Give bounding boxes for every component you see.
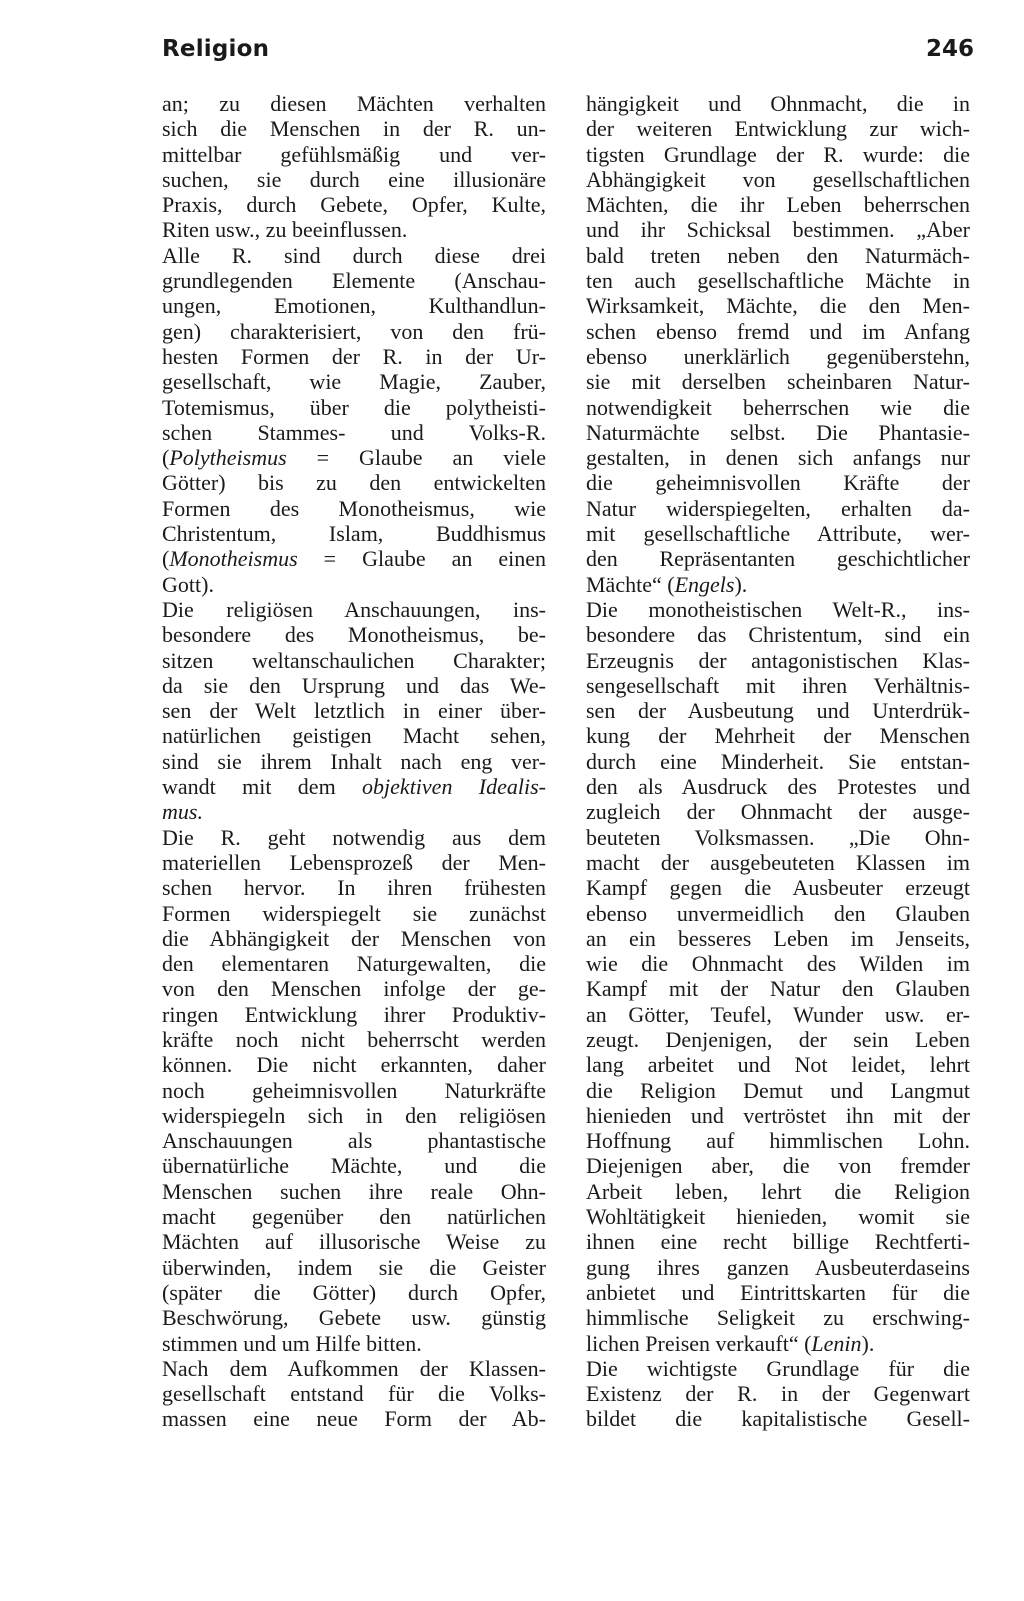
text-line: Die religiösen Anschauungen, ins- (162, 596, 546, 622)
text-line: Formen des Monotheismus, wie (162, 495, 546, 521)
text-line: Riten usw., zu beeinflussen. (162, 217, 408, 243)
text-line: natürlichen geistigen Macht sehen, (162, 723, 546, 749)
text-line (162, 799, 546, 824)
text-line: bald treten neben den Naturmäch- (586, 242, 970, 268)
text-line: grundlegenden Elemente (Anschau- (162, 268, 546, 294)
text-line: Anschauungen als phantastische (162, 1128, 546, 1154)
text-line: Menschen suchen ihre reale Ohn- (162, 1178, 546, 1204)
text-line: hängigkeit und Ohnmacht, die in (586, 91, 970, 116)
text-line: sengesellschaft mit ihren Verhältnis- (586, 672, 970, 698)
text-line: materiellen Lebensprozeß der Men- (162, 849, 546, 875)
text-line: kräfte noch nicht beherrscht werden (162, 1026, 546, 1052)
text-line: (später die Götter) durch Opfer, (162, 1279, 546, 1305)
text-line: Die R. geht notwendig aus dem (162, 824, 546, 850)
text-line: notwendigkeit beherrschen wie die (586, 394, 970, 420)
text-line: hienieden und vertröstet ihn mit der (586, 1102, 970, 1128)
text-line: Abhängigkeit von gesellschaftlichen (586, 166, 970, 192)
text-line: sen der Ausbeutung und Unterdrük- (586, 698, 970, 724)
text-line: Wohltätigkeit hienieden, womit sie (586, 1204, 970, 1230)
text-line: beuteten Volksmassen. „Die Ohn- (586, 824, 970, 850)
text-line: Die monotheistischen Welt-R., ins- (586, 596, 970, 622)
text-line: lichen Preisen verkauft“ (Lenin). (586, 1330, 875, 1356)
text-line: sich die Menschen in der R. un- (162, 116, 546, 142)
italic-term: Monotheismus (169, 546, 298, 572)
text-line: schen Stammes- und Volks-R. (162, 419, 546, 445)
text-line: bildet die kapitalistische Gesell- (586, 1406, 970, 1432)
italic-term: Polytheismus (169, 445, 287, 471)
text-line: zugleich der Ohnmacht der ausge- (586, 799, 970, 825)
text-line: den elementaren Naturgewalten, die (162, 951, 546, 977)
text-line: ten auch gesellschaftliche Mächte in (586, 268, 970, 294)
text-line: stimmen und um Hilfe bitten. (162, 1330, 422, 1356)
text-line: die Religion Demut und Langmut (586, 1077, 970, 1103)
text-line: sind sie ihrem Inhalt nach eng ver- (162, 748, 546, 774)
text-line: Die wichtigste Grundlage für die (586, 1355, 970, 1381)
text-line: schen ebenso fremd und im Anfang (586, 318, 970, 344)
text-line: noch geheimnisvollen Naturkräfte (162, 1077, 546, 1103)
text-line: überwinden, indem sie die Geister (162, 1254, 546, 1280)
text-line: die geheimnisvollen Kräfte der (586, 470, 970, 496)
text-line: wandt mit dem objektiven Idealis- (162, 774, 546, 800)
text-line: Kampf gegen die Ausbeuter erzeugt (586, 875, 970, 901)
text-line: ringen Entwicklung ihrer Produktiv- (162, 1001, 546, 1027)
text-line: wie die Ohnmacht des Wilden im (586, 951, 970, 977)
text-line: an; zu diesen Mächten verhalten (162, 91, 546, 116)
text-line: durch eine Minderheit. Sie entstan- (586, 748, 970, 774)
text-line: Diejenigen aber, die von fremder (586, 1153, 970, 1179)
text-line: kung der Mehrheit der Menschen (586, 723, 970, 749)
text-line: zeugt. Denjenigen, der sein Leben (586, 1026, 970, 1052)
text-line: (Monotheismus = Glaube an einen (162, 546, 546, 572)
text-line: massen eine neue Form der Ab- (162, 1406, 546, 1432)
text-line: ebenso unvermeidlich den Glauben (586, 900, 970, 926)
text-line: mit gesellschaftliche Attribute, wer- (586, 521, 970, 547)
text-line: hesten Formen der R. in der Ur- (162, 343, 546, 369)
text-line: gesellschaft entstand für die Volks- (162, 1381, 546, 1407)
text-line: an Götter, Teufel, Wunder usw. er- (586, 1001, 970, 1027)
text-line: übernatürliche Mächte, und die (162, 1153, 546, 1179)
text-line: Mächte“ (Engels). (586, 571, 748, 597)
text-line: sie mit derselben scheinbaren Natur- (586, 369, 970, 395)
text-line: an ein besseres Leben im Jenseits, (586, 925, 970, 951)
text-line: mittelbar gefühlsmäßig und ver- (162, 141, 546, 167)
text-line: Praxis, durch Gebete, Opfer, Kulte, (162, 192, 546, 218)
italic-term: Lenin (811, 1330, 862, 1356)
text-line: sen der Welt letztlich in einer über- (162, 698, 546, 724)
text-line: Erzeugnis der antagonistischen Klas- (586, 647, 970, 673)
text-line: sitzen weltanschaulichen Charakter; (162, 647, 546, 673)
text-line: suchen, sie durch eine illusionäre (162, 166, 546, 192)
right-column (586, 91, 970, 1432)
italic-term: Engels (674, 571, 735, 597)
text-line: Mächten, die ihr Leben beherrschen (586, 192, 970, 218)
text-line: Formen widerspiegelt sie zunächst (162, 900, 546, 926)
text-line: macht gegenüber den natürlichen (162, 1204, 546, 1230)
text-line: Hoffnung auf himmlischen Lohn. (586, 1128, 970, 1154)
text-line: macht der ausgebeuteten Klassen im (586, 849, 970, 875)
text-line: von den Menschen infolge der ge- (162, 976, 546, 1002)
text-line: da sie den Ursprung und das We- (162, 672, 546, 698)
running-title: Religion (162, 36, 270, 62)
text-line: der weiteren Entwicklung zur wich- (586, 116, 970, 142)
text-line: den als Ausdruck des Protestes und (586, 774, 970, 800)
text-line: ungen, Emotionen, Kulthandlun- (162, 293, 546, 319)
text-line: besondere des Monotheismus, be- (162, 622, 546, 648)
text-line: Christentum, Islam, Buddhismus (162, 521, 546, 547)
text-line: Wirksamkeit, Mächte, die den Men- (586, 293, 970, 319)
text-line: besondere das Christentum, sind ein (586, 622, 970, 648)
left-column (162, 91, 546, 1432)
italic-term: objektiven Idealis- (362, 774, 546, 800)
page-number: 246 (925, 36, 974, 62)
text-line: Mächten auf illusorische Weise zu (162, 1229, 546, 1255)
text-line: widerspiegeln sich in den religiösen (162, 1102, 546, 1128)
text-line: Nach dem Aufkommen der Klassen- (162, 1355, 546, 1381)
text-line: können. Die nicht erkannten, daher (162, 1052, 546, 1078)
text-line: und ihr Schicksal bestimmen. „Aber (586, 217, 970, 243)
text-line: Alle R. sind durch diese drei (162, 242, 546, 268)
text-line: den Repräsentanten geschichtlicher (586, 546, 970, 572)
text-line: Existenz der R. in der Gegenwart (586, 1381, 970, 1407)
text-line: Totemismus, über die polytheisti- (162, 394, 546, 420)
text-line: Kampf mit der Natur den Glauben (586, 976, 970, 1002)
text-line: Beschwörung, Gebete usw. günstig (162, 1305, 546, 1331)
text-line: gesellschaft, wie Magie, Zauber, (162, 369, 546, 395)
text-line: ihnen eine recht billige Rechtferti- (586, 1229, 970, 1255)
text-line: gestalten, in denen sich anfangs nur (586, 445, 970, 471)
text-line: tigsten Grundlage der R. wurde: die (586, 141, 970, 167)
text-line: (Polytheismus = Glaube an viele (162, 445, 546, 471)
text-line: himmlische Seligkeit zu erschwing- (586, 1305, 970, 1331)
text-line: Naturmächte selbst. Die Phantasie- (586, 419, 970, 445)
text-line: Arbeit leben, lehrt die Religion (586, 1178, 970, 1204)
text-line: gung ihres ganzen Ausbeuterdaseins (586, 1254, 970, 1280)
text-line: Götter) bis zu den entwickelten (162, 470, 546, 496)
text-line: ebenso unerklärlich gegenüberstehn, (586, 343, 970, 369)
text-line: schen hervor. In ihren frühesten (162, 875, 546, 901)
text-line: anbietet und Eintrittskarten für die (586, 1279, 970, 1305)
text-line: gen) charakterisiert, von den frü- (162, 318, 546, 344)
text-line: Gott). (162, 571, 214, 597)
text-line: Natur widerspiegelten, erhalten da- (586, 495, 970, 521)
text-line: lang arbeitet und Not leidet, lehrt (586, 1052, 970, 1078)
text-line: die Abhängigkeit der Menschen von (162, 925, 546, 951)
italic-term: mus. (162, 799, 203, 825)
